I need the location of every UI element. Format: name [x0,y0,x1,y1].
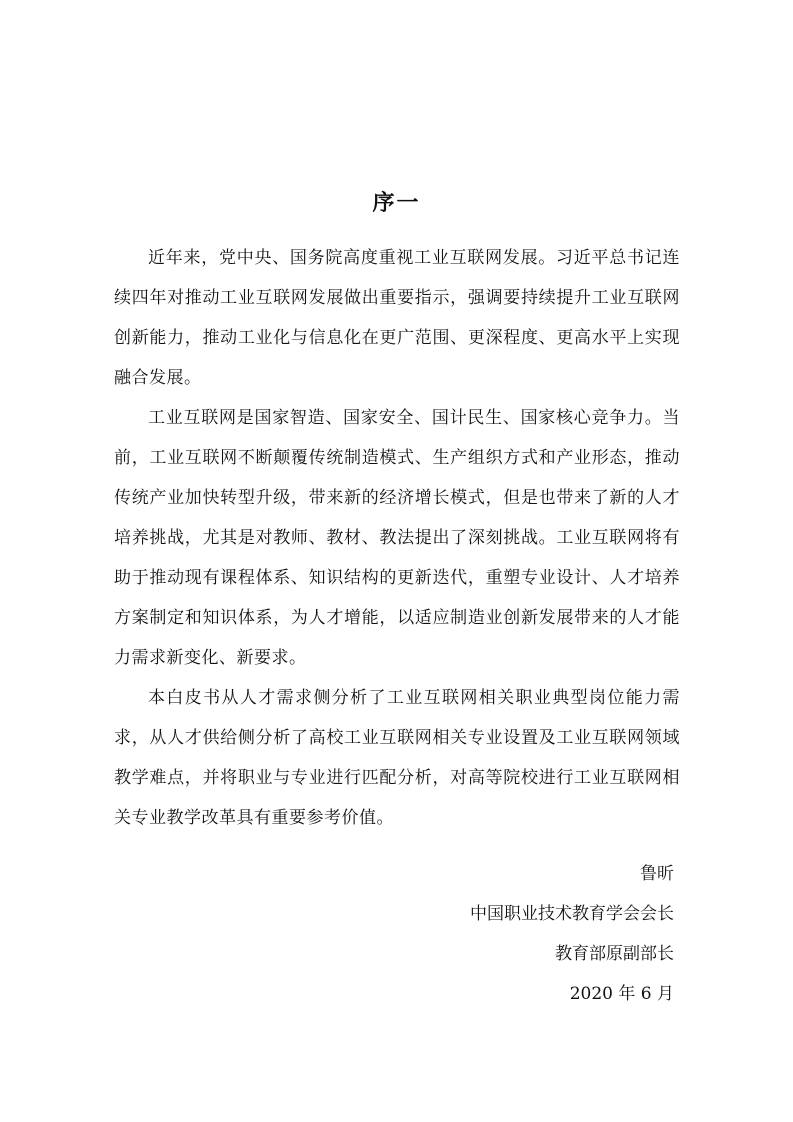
signature-name: 鲁昕 [640,864,674,884]
paragraph-3: 本白皮书从人才需求侧分析了工业互联网相关职业典型岗位能力需求，从人才供给侧分析了高校工业互联网相关专业设置及工业互联网领域教学难点，并将职业与专业进行匹配分析，对高等院校进行工业互联网相关专业教学改革具有重要参考价值。 [114,688,680,828]
page-title: 序一 [372,191,421,216]
signature-date: 2020 年 6 月 [569,984,674,1004]
signature-title-1: 中国职业技术教育学会会长 [470,904,674,924]
paragraph-2: 工业互联网是国家智造、国家安全、国计民生、国家核心竞争力。当前，工业互联网不断颠覆传统制造模式、生产组织方式和产业形态，推动传统产业加快转型升级，带来新的经济增长模式，但是也带来了新的人才培养挑战，尤其是对教师、教材、教法提出了深刻挑战。工业互联网将有助于推动现有课程体系、知识结构的更新迭代，重塑专业设计、人才培养方案制定和知识体系，为人才增能，以适应制造业创新发展带来的人才能力需求新变化、新要求。 [114,408,680,668]
signature-title-2: 教育部原副部长 [555,944,674,964]
preface-body [114,238,680,838]
paragraph-1: 近年来，党中央、国务院高度重视工业互联网发展。习近平总书记连续四年对推动工业互联网发展做出重要指示，强调要持续提升工业互联网创新能力，推动工业化与信息化在更广范围、更深程度、更高水平上实现融合发展。 [114,248,680,388]
signature-block [114,854,674,1014]
